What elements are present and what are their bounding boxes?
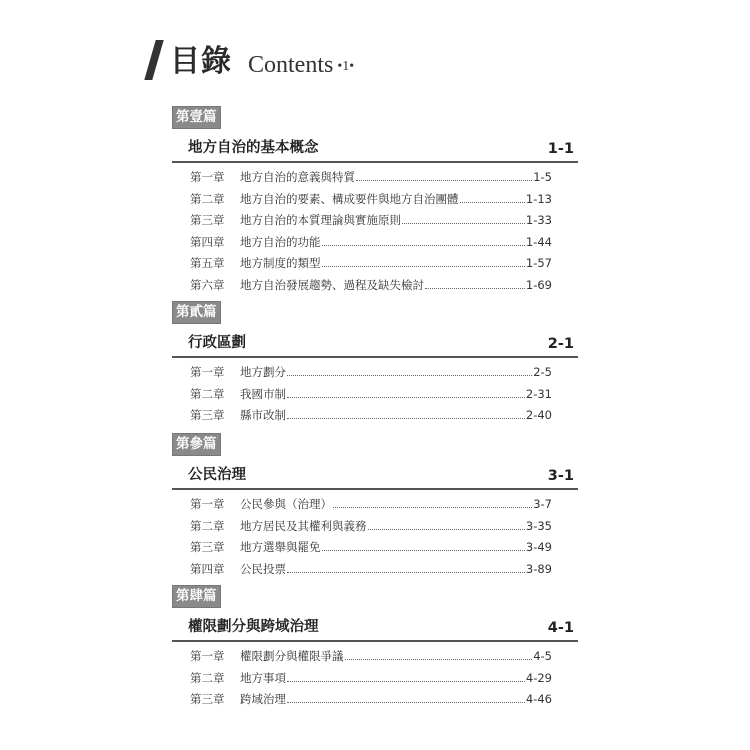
chapter-number: 第一章 [190,365,225,379]
leader-dots [345,659,533,660]
chapter-list [172,169,578,299]
slash-mark [144,40,163,80]
chapter-title: 公民投票 [240,561,286,576]
part-header [172,461,578,490]
part-page: 3-1 [547,468,574,484]
leader-dots [402,223,525,224]
chapter-number: 第三章 [190,692,225,707]
part-4 [172,585,578,713]
chapter-row[interactable] [172,255,578,277]
chapter-number: 第四章 [190,234,225,249]
chapter-page: 3-7 [533,497,552,511]
chapter-title: 地方自治發展趨勢、過程及缺失檢討 [240,277,424,292]
chapter-number: 第二章 [190,191,225,206]
chapter-title: 地方自治的要素、構成要件與地方自治團體 [240,191,459,206]
page-marker: •1• [337,59,355,74]
chapter-row[interactable] [172,518,578,540]
part-3 [172,433,578,582]
chapter-page: 1-57 [525,256,552,271]
chapter-row[interactable] [172,212,578,234]
chapter-row[interactable] [172,691,578,713]
part-header [172,134,578,163]
chapter-list [172,364,578,429]
chapter-page: 1-5 [533,170,552,184]
chapter-page: 1-13 [525,191,552,206]
part-title[interactable]: 權限劃分與跨域治理 [188,619,319,635]
chapter-page: 2-40 [525,408,552,423]
chapter-title: 公民參與（治理） [240,497,332,511]
chapter-title: 地方制度的類型 [240,256,321,271]
chapter-number: 第六章 [190,277,225,292]
chapter-row[interactable] [172,277,578,299]
chapter-title: 縣市改制 [240,408,286,423]
chapter-page: 3-35 [525,518,552,533]
chapter-title: 地方選舉與罷免 [240,540,321,555]
part-page: 4-1 [547,620,574,636]
chapter-row[interactable] [172,648,578,670]
chapter-row[interactable] [172,364,578,386]
part-1 [172,106,578,299]
chapter-number: 第二章 [190,518,225,533]
chapter-page: 4-46 [525,692,552,707]
leader-dots [287,572,525,573]
chapter-row[interactable] [172,169,578,191]
part-header [172,613,578,642]
chapter-number: 第二章 [190,670,225,685]
leader-dots [287,375,532,376]
part-page: 1-1 [547,141,574,157]
part-title[interactable]: 行政區劃 [188,335,246,351]
chapter-number: 第一章 [190,649,225,663]
chapter-number: 第四章 [190,561,225,576]
contents-title [150,36,354,82]
chapter-page: 4-29 [525,670,552,685]
chapter-number: 第三章 [190,408,225,423]
chapter-list [172,648,578,713]
chapter-number: 第二章 [190,386,225,401]
part-title[interactable]: 地方自治的基本概念 [188,140,319,156]
chapter-title: 地方居民及其權利與義務 [240,518,367,533]
chapter-row[interactable] [172,496,578,518]
leader-dots [287,418,525,419]
part-title[interactable]: 公民治理 [188,467,246,483]
chapter-number: 第一章 [190,170,225,184]
leader-dots [333,507,532,508]
chapter-title: 地方自治的意義與特質 [240,170,355,184]
leader-dots [356,180,532,181]
chapter-page: 3-49 [525,540,552,555]
chapter-number: 第一章 [190,497,225,511]
chapter-row[interactable] [172,670,578,692]
chapter-page: 1-44 [525,234,552,249]
chapter-title: 地方自治的功能 [240,234,321,249]
chapter-title: 地方劃分 [240,365,286,379]
chapter-title: 地方事項 [240,670,286,685]
leader-dots [322,245,525,246]
leader-dots [322,550,525,551]
title-english: Contents [248,52,334,78]
chapter-page: 1-69 [525,277,552,292]
part-header [172,329,578,358]
chapter-page: 3-89 [525,561,552,576]
chapter-row[interactable] [172,234,578,256]
part-2 [172,301,578,429]
leader-dots [460,202,525,203]
part-page: 2-1 [547,336,574,352]
leader-dots [287,397,525,398]
part-tab: 第貳篇 [172,301,221,324]
leader-dots [425,288,525,289]
chapter-title: 跨域治理 [240,692,286,707]
part-tab: 第參篇 [172,433,221,456]
chapter-list [172,496,578,582]
chapter-row[interactable] [172,561,578,583]
leader-dots [368,529,525,530]
title-chinese: 目錄 [170,44,232,79]
chapter-page: 1-33 [525,213,552,228]
chapter-number: 第五章 [190,256,225,271]
chapter-title: 我國市制 [240,386,286,401]
chapter-number: 第三章 [190,213,225,228]
chapter-row[interactable] [172,539,578,561]
chapter-page: 4-5 [533,649,552,663]
leader-dots [287,681,525,682]
chapter-row[interactable] [172,191,578,213]
chapter-page: 2-5 [533,365,552,379]
part-tab: 第壹篇 [172,106,221,129]
chapter-row[interactable] [172,407,578,429]
chapter-number: 第三章 [190,540,225,555]
chapter-row[interactable] [172,386,578,408]
chapter-title: 權限劃分與權限爭議 [240,649,344,663]
chapter-title: 地方自治的本質理論與實施原則 [240,213,401,228]
leader-dots [322,266,525,267]
chapter-page: 2-31 [525,386,552,401]
part-tab: 第肆篇 [172,585,221,608]
leader-dots [287,702,525,703]
